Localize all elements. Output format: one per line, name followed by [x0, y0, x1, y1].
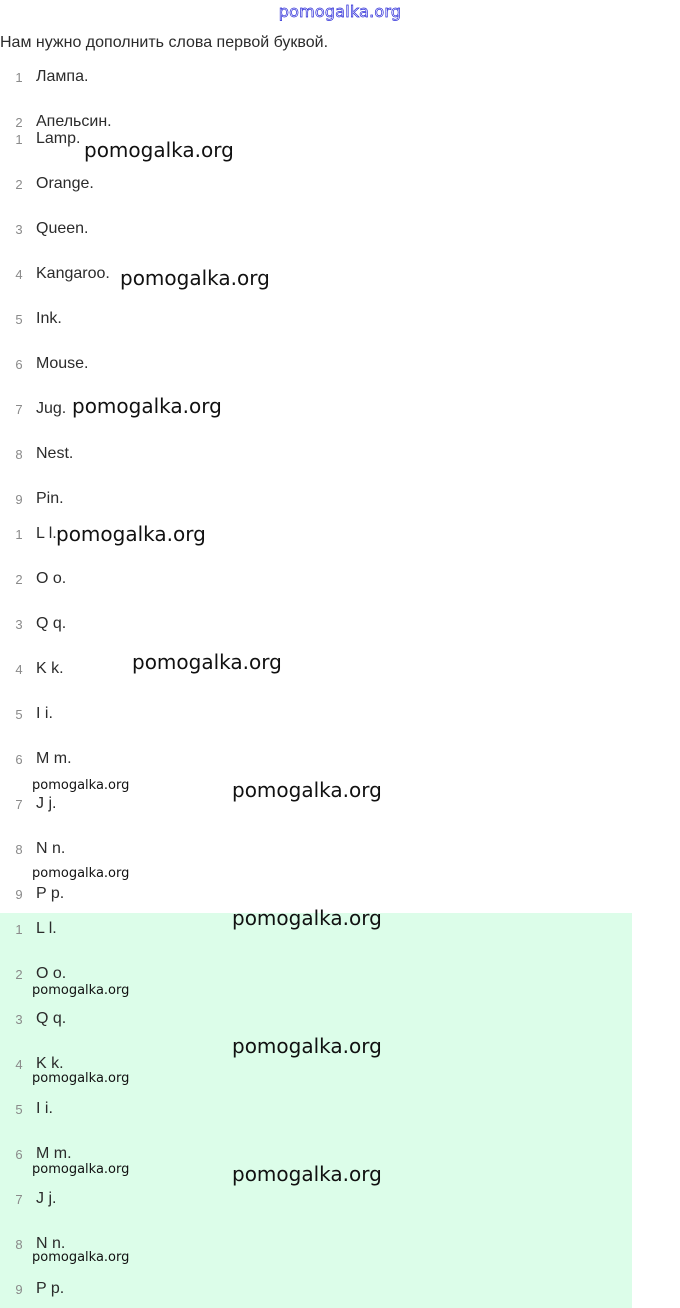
- watermark-small: pomogalka.org: [32, 983, 130, 998]
- item-number: 6: [15, 752, 23, 767]
- item-text: Orange.: [36, 175, 94, 192]
- item-number: 8: [15, 1237, 23, 1252]
- item-number: 8: [15, 842, 23, 857]
- item-number: 9: [15, 492, 23, 507]
- watermark-small: pomogalka.org: [32, 1250, 130, 1265]
- item-text: K k.: [36, 1055, 64, 1072]
- item-number: 5: [15, 312, 23, 327]
- watermark: pomogalka.org: [120, 266, 270, 290]
- item-text: O o.: [36, 570, 67, 587]
- item-number: 1: [15, 132, 23, 147]
- item-number: 3: [15, 222, 23, 237]
- watermark-small: pomogalka.org: [32, 778, 130, 793]
- watermark: pomogalka.org: [232, 778, 382, 802]
- item-text: Pin.: [36, 490, 64, 507]
- item-text: Lamp.: [36, 130, 81, 147]
- item-number: 6: [15, 1147, 23, 1162]
- item-number: 5: [15, 1102, 23, 1117]
- item-number: 7: [15, 1192, 23, 1207]
- clipped-list-item: [0, 113, 680, 130]
- item-text: Queen.: [36, 220, 89, 237]
- item-number: 2: [15, 967, 23, 982]
- item-text: Kangaroo.: [36, 265, 110, 282]
- watermark: pomogalka.org: [84, 138, 234, 162]
- item-text: I i.: [36, 705, 53, 722]
- item-text: O o.: [36, 965, 67, 982]
- item-number: 2: [15, 115, 23, 130]
- item-text: L l.: [36, 525, 57, 542]
- item-number: 9: [15, 887, 23, 902]
- item-number: 5: [15, 707, 23, 722]
- watermark: pomogalka.org: [72, 394, 222, 418]
- item-text: M m.: [36, 1145, 72, 1162]
- item-number: 4: [15, 662, 23, 677]
- watermark: pomogalka.org: [232, 1162, 382, 1186]
- item-number: 3: [15, 617, 23, 632]
- item-text: N n.: [36, 840, 66, 857]
- item-text: L l.: [36, 920, 57, 937]
- item-text: K k.: [36, 660, 64, 677]
- item-number: 9: [15, 1282, 23, 1297]
- item-number: 7: [15, 797, 23, 812]
- item-text: Ink.: [36, 310, 62, 327]
- answer-highlight-panel: [0, 913, 632, 1308]
- item-number: 1: [15, 922, 23, 937]
- item-number: 2: [15, 177, 23, 192]
- item-number: 3: [15, 1012, 23, 1027]
- item-text: Лампа.: [36, 68, 89, 85]
- item-number: 1: [15, 70, 23, 85]
- intro-text: Нам нужно дополнить слова первой буквой.: [0, 34, 329, 51]
- watermark-small: pomogalka.org: [32, 866, 130, 881]
- item-text: M m.: [36, 750, 72, 767]
- watermark: pomogalka.org: [232, 1034, 382, 1058]
- item-text: Q q.: [36, 1010, 67, 1027]
- item-number: 4: [15, 1057, 23, 1072]
- item-number: 4: [15, 267, 23, 282]
- item-text: P p.: [36, 885, 65, 902]
- item-text: P p.: [36, 1280, 65, 1297]
- item-number: 1: [15, 527, 23, 542]
- item-text: N n.: [36, 1235, 66, 1252]
- watermark-small: pomogalka.org: [32, 1071, 130, 1086]
- item-text: Jug.: [36, 400, 67, 417]
- site-link[interactable]: pomogalka.org: [278, 2, 402, 21]
- item-text: Апельсин.: [36, 113, 112, 130]
- watermark: pomogalka.org: [132, 650, 282, 674]
- item-text: J j.: [36, 1190, 57, 1207]
- item-text: Mouse.: [36, 355, 89, 372]
- item-text: J j.: [36, 795, 57, 812]
- watermark: pomogalka.org: [56, 522, 206, 546]
- item-number: 8: [15, 447, 23, 462]
- item-text: Q q.: [36, 615, 67, 632]
- watermark-small: pomogalka.org: [32, 1162, 130, 1177]
- item-number: 7: [15, 402, 23, 417]
- watermark: pomogalka.org: [232, 906, 382, 930]
- item-number: 2: [15, 572, 23, 587]
- item-text: I i.: [36, 1100, 53, 1117]
- item-text: Nest.: [36, 445, 74, 462]
- item-number: 6: [15, 357, 23, 372]
